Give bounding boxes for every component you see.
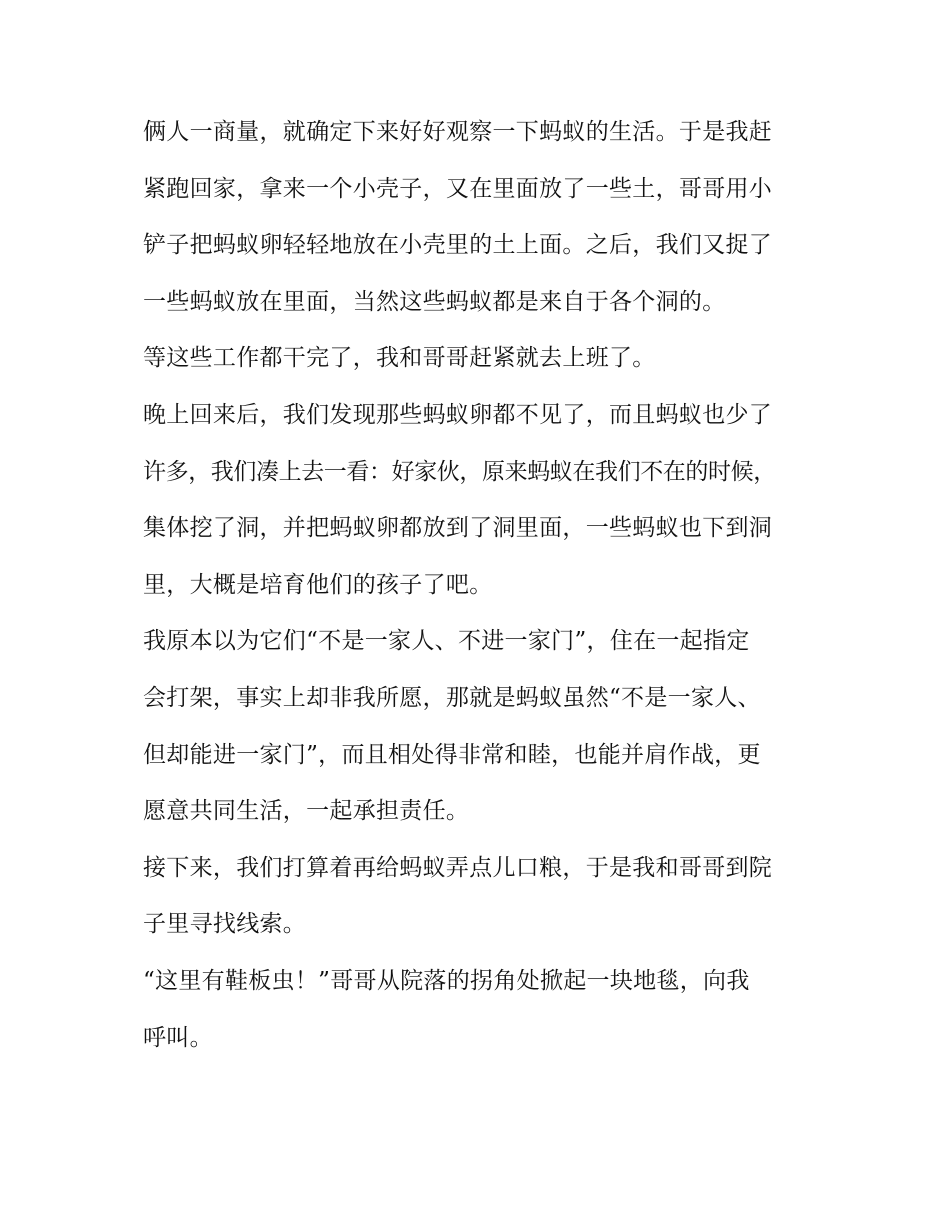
document-body <box>143 104 833 1066</box>
text-line: 集体挖了洞，并把蚂蚁卵都放到了洞里面，一些蚂蚁也下到洞 <box>143 515 773 542</box>
text-line: 接下来，我们打算着再给蚂蚁弄点儿口粮，于是我和哥哥到院 <box>143 854 773 881</box>
text-line: 愿意共同生活，一起承担责任。 <box>143 798 470 825</box>
text-line: 里，大概是培育他们的孩子了吧。 <box>143 571 493 598</box>
text-line: 一些蚂蚁放在里面，当然这些蚂蚁都是来自于各个洞的。 <box>143 288 726 315</box>
text-line: “这里有鞋板虫！”哥哥从院落的拐角处掀起一块地毯，向我 <box>143 967 750 994</box>
text-line: 紧跑回家，拿来一个小壳子，又在里面放了一些土，哥哥用小 <box>143 175 773 202</box>
text-line: 会打架，事实上却非我所愿，那就是蚂蚁虽然“不是一家人、 <box>143 684 761 711</box>
text-line: 呼叫。 <box>143 1024 213 1051</box>
text-line: 但却能进一家门”，而且相处得非常和睦，也能并肩作战，更 <box>143 741 761 768</box>
text-line: 许多，我们凑上去一看：好家伙，原来蚂蚁在我们不在的时候， <box>143 458 776 485</box>
text-line: 铲子把蚂蚁卵轻轻地放在小壳里的土上面。之后，我们又捉了 <box>143 232 773 259</box>
text-line: 等这些工作都干完了，我和哥哥赶紧就去上班了。 <box>143 345 656 372</box>
text-line: 俩人一商量，就确定下来好好观察一下蚂蚁的生活。于是我赶 <box>143 119 773 145</box>
text-line: 晚上回来后，我们发现那些蚂蚁卵都不见了，而且蚂蚁也少了 <box>143 401 773 428</box>
text-line: 我原本以为它们“不是一家人、不进一家门”，住在一起指定 <box>143 628 750 655</box>
text-line: 子里寻找线索。 <box>143 911 307 938</box>
